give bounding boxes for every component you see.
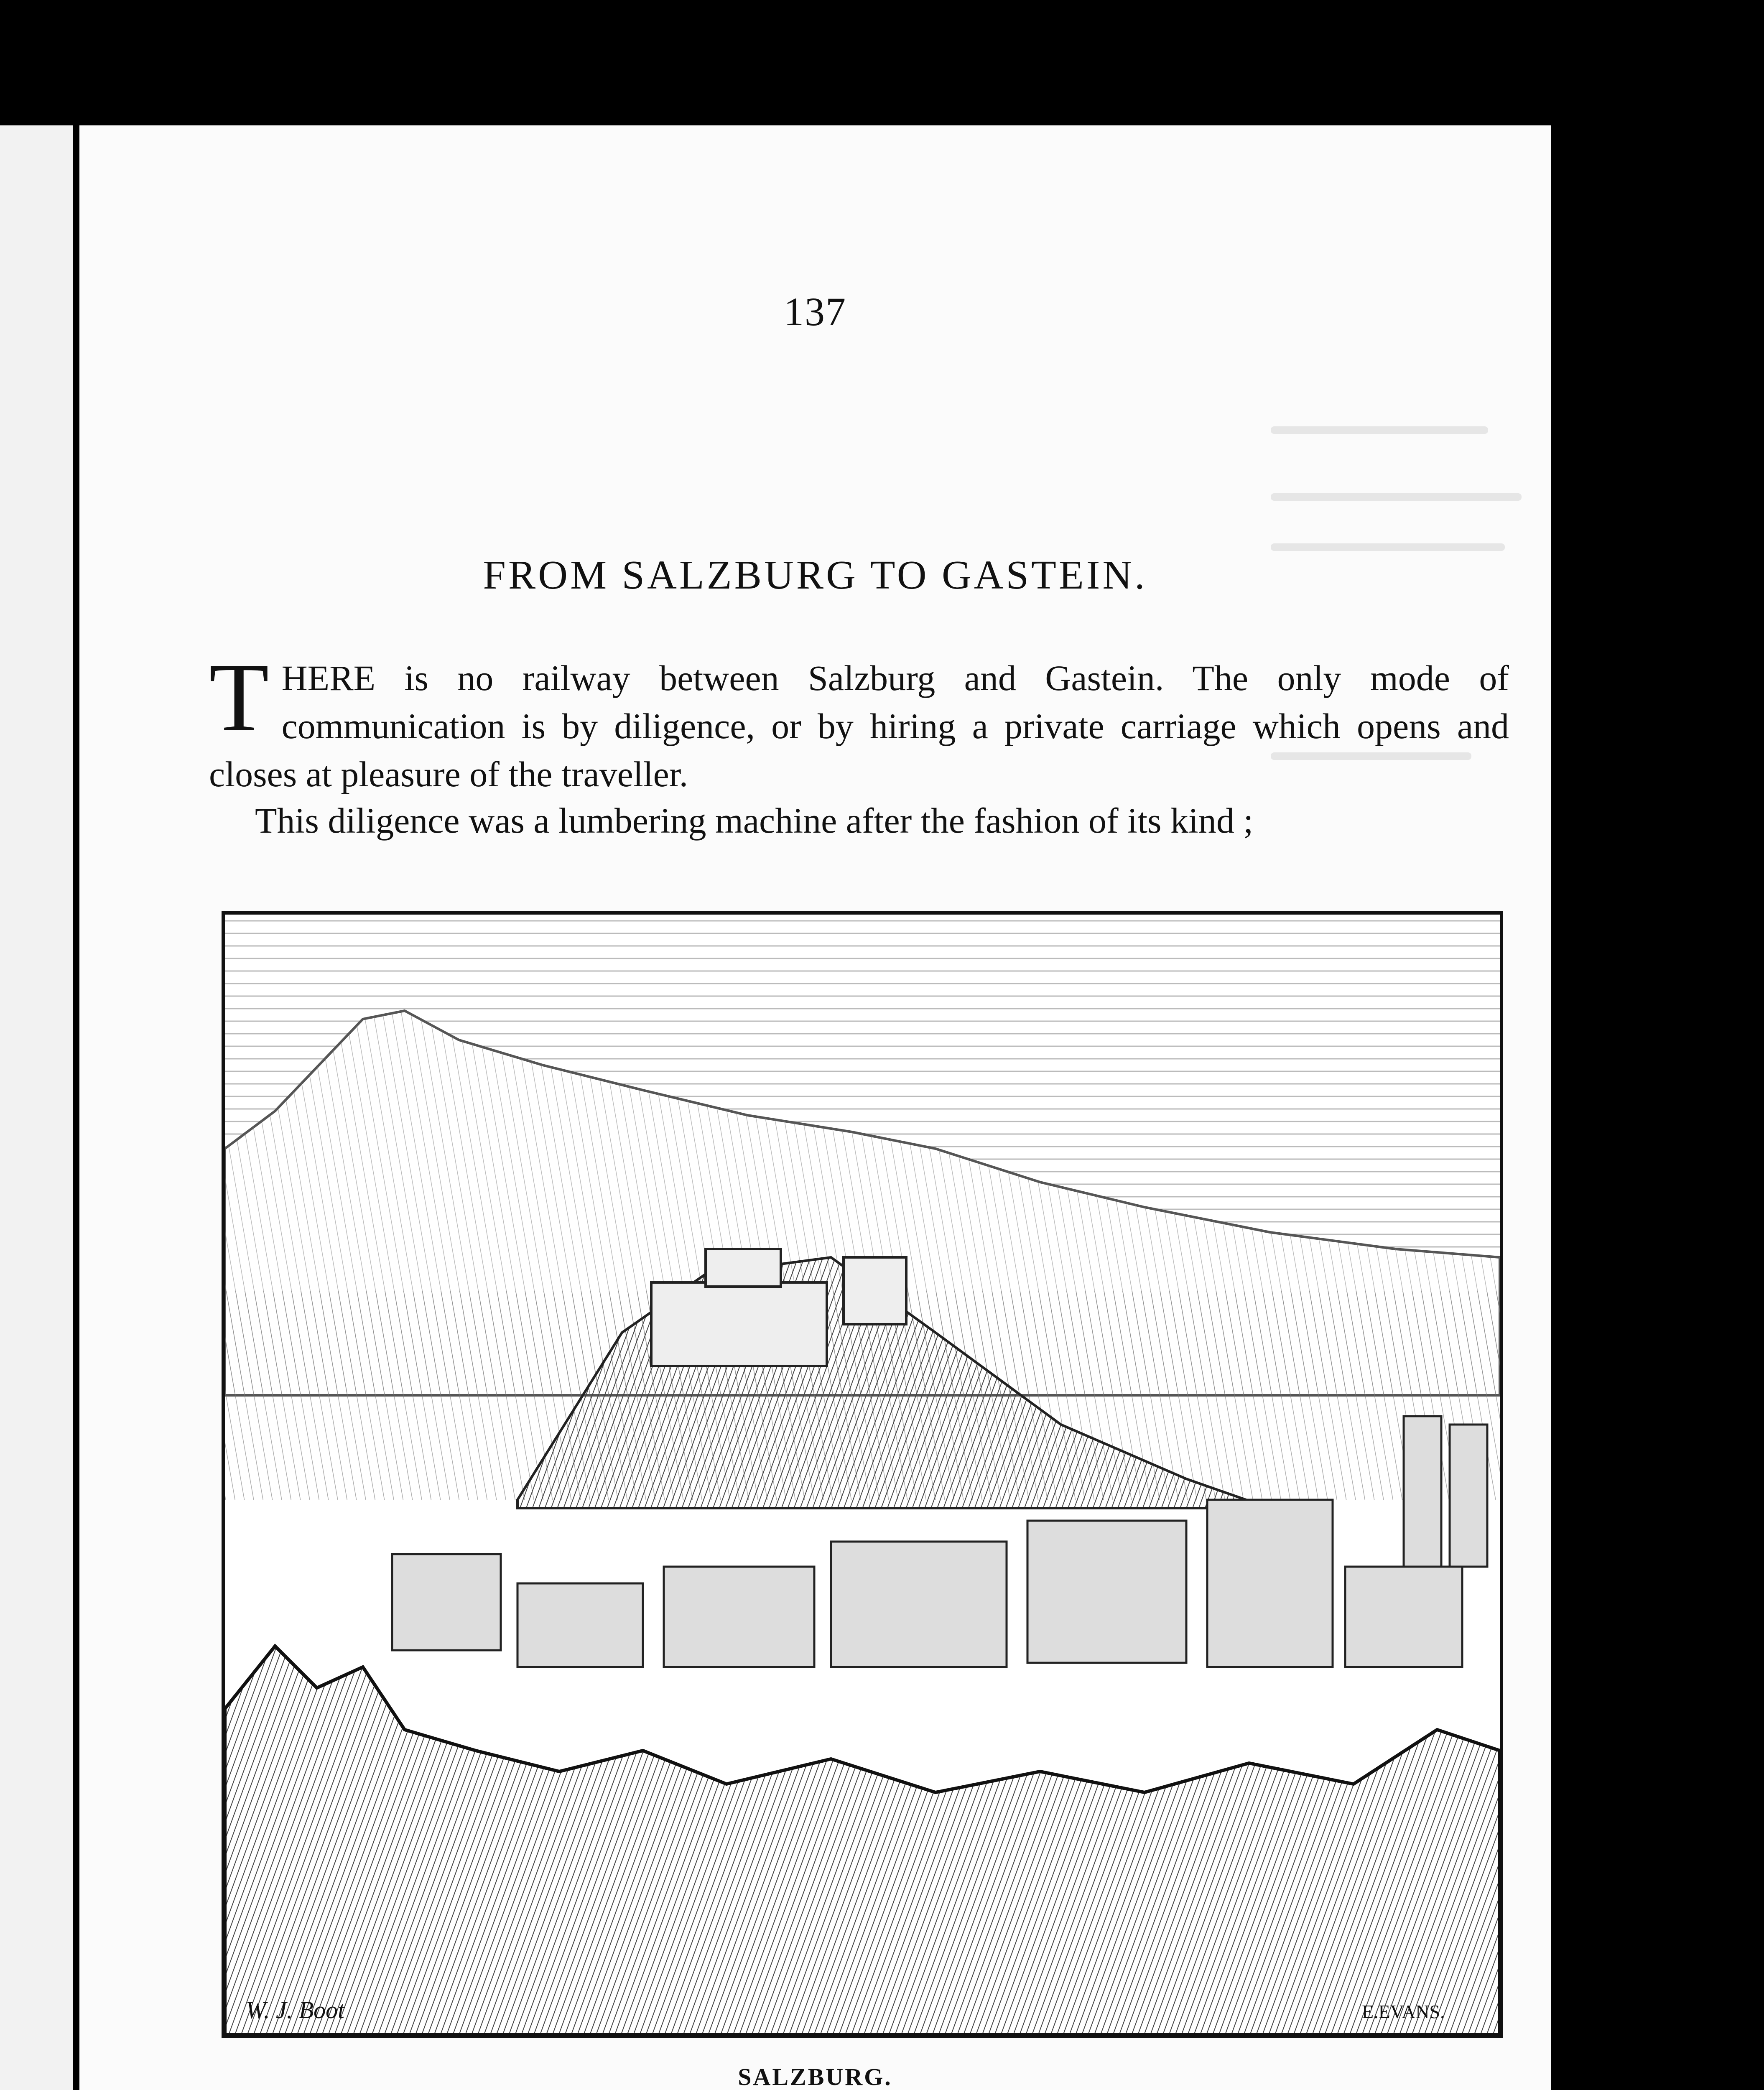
engraver-signature-left: W. J. Boot xyxy=(246,1996,345,2024)
bleed-through-line xyxy=(1271,543,1505,551)
paragraph-2: This diligence was a lumbering machine after the fashion of its kind ; xyxy=(255,800,1254,841)
salzburg-engraving xyxy=(222,911,1503,2038)
paragraph-1 xyxy=(209,643,1509,798)
page-number: 137 xyxy=(784,289,846,334)
bleed-through-line xyxy=(1271,493,1522,501)
facing-page-edge xyxy=(0,125,73,2090)
illustration-caption: SALZBURG. xyxy=(738,2063,892,2090)
foreground-trees xyxy=(225,1646,1500,2035)
engraver-signature-right: E.EVANS. xyxy=(1362,2001,1445,2022)
book-page xyxy=(79,125,1551,2090)
chapter-title: FROM SALZBURG TO GASTEIN. xyxy=(483,553,1147,598)
drop-cap: T xyxy=(209,643,269,752)
bleed-through-line xyxy=(1271,426,1488,434)
paragraph-1-text: HERE is no railway between Salzburg and Gastein. The only mode of communication is by diligence, or by hiring a private carriage which opens and closes at pleasure of the traveller. xyxy=(209,658,1509,794)
